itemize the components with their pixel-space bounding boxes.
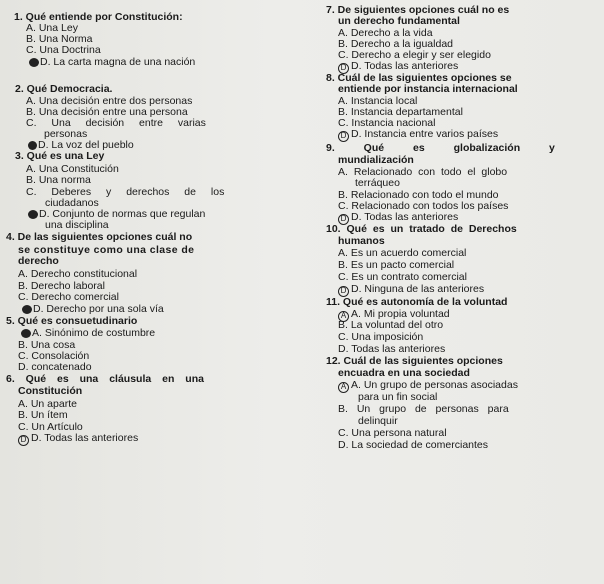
option: C. Una Doctrina xyxy=(26,44,101,56)
option: C. Una persona natural xyxy=(338,427,447,439)
option-cont: para un fin social xyxy=(358,391,438,403)
option-marked xyxy=(18,433,138,446)
option: A. Instancia local xyxy=(338,95,418,107)
option: B. Instancia departamental xyxy=(338,106,463,118)
question-1: 1. Qué entiende por Constitución: xyxy=(14,11,183,23)
option: B. Es un pacto comercial xyxy=(338,259,455,271)
answer-mark xyxy=(28,141,37,150)
option-marked xyxy=(338,129,498,142)
option: B. La voluntad del otro xyxy=(338,319,444,331)
question-6-cont: Constitución xyxy=(18,385,83,397)
question-8: 8. Cuál de las siguientes opciones se xyxy=(326,72,512,84)
option: C. Es un contrato comercial xyxy=(338,271,467,283)
question-5: 5. Qué es consuetudinario xyxy=(6,315,138,327)
option-cont: personas xyxy=(44,128,88,140)
answer-mark xyxy=(21,329,31,338)
option-text: D. Ninguna de las anteriores xyxy=(351,283,485,295)
option: A. Una Ley xyxy=(26,22,78,34)
option: C. Una imposición xyxy=(338,331,424,343)
option-text: D. Todas las anteriores xyxy=(351,211,459,223)
question-3: 3. Qué es una Ley xyxy=(15,150,105,162)
question-4-cont: derecho xyxy=(18,255,59,267)
option: B. Relacionado con todo el mundo xyxy=(338,189,499,201)
question-9-cont: mundialización xyxy=(338,154,414,166)
option: A. Derecho constitucional xyxy=(18,268,138,280)
question-9: 9. Qué es globalización y xyxy=(326,142,555,154)
question-4-cont: se constituye como una clase de xyxy=(18,244,195,256)
option: B. Una norma xyxy=(26,174,91,186)
option: C. Deberes y derechos de los xyxy=(26,186,225,198)
question-4: 4. De las siguientes opciones cuál no xyxy=(6,231,193,243)
option: A. Es un acuerdo comercial xyxy=(338,247,467,259)
option: C. Consolación xyxy=(18,350,90,362)
question-12-cont: encuadra en una sociedad xyxy=(338,367,470,379)
option-cont: una disciplina xyxy=(45,219,109,231)
option-cont: terráqueo xyxy=(355,177,400,189)
question-7: 7. De siguientes opciones cuál no es xyxy=(326,4,510,16)
question-10: 10. Qué es un tratado de Derechos xyxy=(326,223,517,235)
question-10-cont: humanos xyxy=(338,235,385,247)
option-marked: D. Conjunto de normas que regulan xyxy=(39,208,206,220)
option-marked: D. La carta magna de una nación xyxy=(40,56,196,68)
question-11: 11. Qué es autonomía de la voluntad xyxy=(326,296,508,308)
option-text: A. Mi propia voluntad xyxy=(351,308,450,320)
answer-circle: D xyxy=(338,286,349,297)
answer-circle: A xyxy=(338,311,349,322)
option: D. La sociedad de comerciantes xyxy=(338,439,488,451)
option: B. Un grupo de personas para xyxy=(338,403,509,415)
option: A. Una decisión entre dos personas xyxy=(26,95,193,107)
option-marked: A. Sinónimo de costumbre xyxy=(32,327,156,339)
option: B. Derecho a la igualdad xyxy=(338,38,453,50)
question-8-cont: entiende por instancia internacional xyxy=(338,83,518,95)
option-cont: delinquir xyxy=(358,415,398,427)
question-6: 6. Qué es una cláusula en una xyxy=(6,373,204,385)
question-7-cont: un derecho fundamental xyxy=(338,15,460,27)
option-text: D. Instancia entre varios países xyxy=(351,128,499,140)
answer-circle: D xyxy=(338,63,349,74)
option: C. Un Artículo xyxy=(18,421,83,433)
option: D. concatenado xyxy=(18,361,92,373)
option: B. Una Norma xyxy=(26,33,93,45)
option-text: D. Todas las anteriores xyxy=(31,432,139,444)
option: D. Todas las anteriores xyxy=(338,343,446,355)
option: C. Derecho comercial xyxy=(18,291,119,303)
option-text: A. Un grupo de personas asociadas xyxy=(351,379,518,391)
option-marked: D. Derecho por una sola vía xyxy=(33,303,164,315)
option: A. Relacionado con todo el globo xyxy=(338,166,508,178)
option-cont: ciudadanos xyxy=(45,197,99,209)
answer-circle: D xyxy=(338,214,349,225)
option: C. Derecho a elegir y ser elegido xyxy=(338,49,491,61)
option: C. Relacionado con todos los países xyxy=(338,200,509,212)
answer-circle: D xyxy=(18,435,29,446)
option: B. Derecho laboral xyxy=(18,280,105,292)
option: C. Una decisión entre varias xyxy=(26,117,206,129)
answer-mark xyxy=(29,58,39,67)
option-text: D. Todas las anteriores xyxy=(351,60,459,72)
option-marked: D. La voz del pueblo xyxy=(38,139,134,151)
answer-mark xyxy=(22,305,32,314)
answer-mark xyxy=(28,210,38,219)
answer-circle: D xyxy=(338,131,349,142)
answer-circle: A xyxy=(338,382,349,393)
question-12: 12. Cuál de las siguientes opciones xyxy=(326,355,503,367)
question-2: 2. Qué Democracia. xyxy=(15,83,113,95)
option: B. Un ítem xyxy=(18,409,68,421)
option: B. Una cosa xyxy=(18,339,76,351)
option: A. Un aparte xyxy=(18,398,77,410)
option: B. Una decisión entre una persona xyxy=(26,106,188,118)
option: A. Derecho a la vida xyxy=(338,27,433,39)
option: A. Una Constitución xyxy=(26,163,119,175)
option: C. Instancia nacional xyxy=(338,117,436,129)
